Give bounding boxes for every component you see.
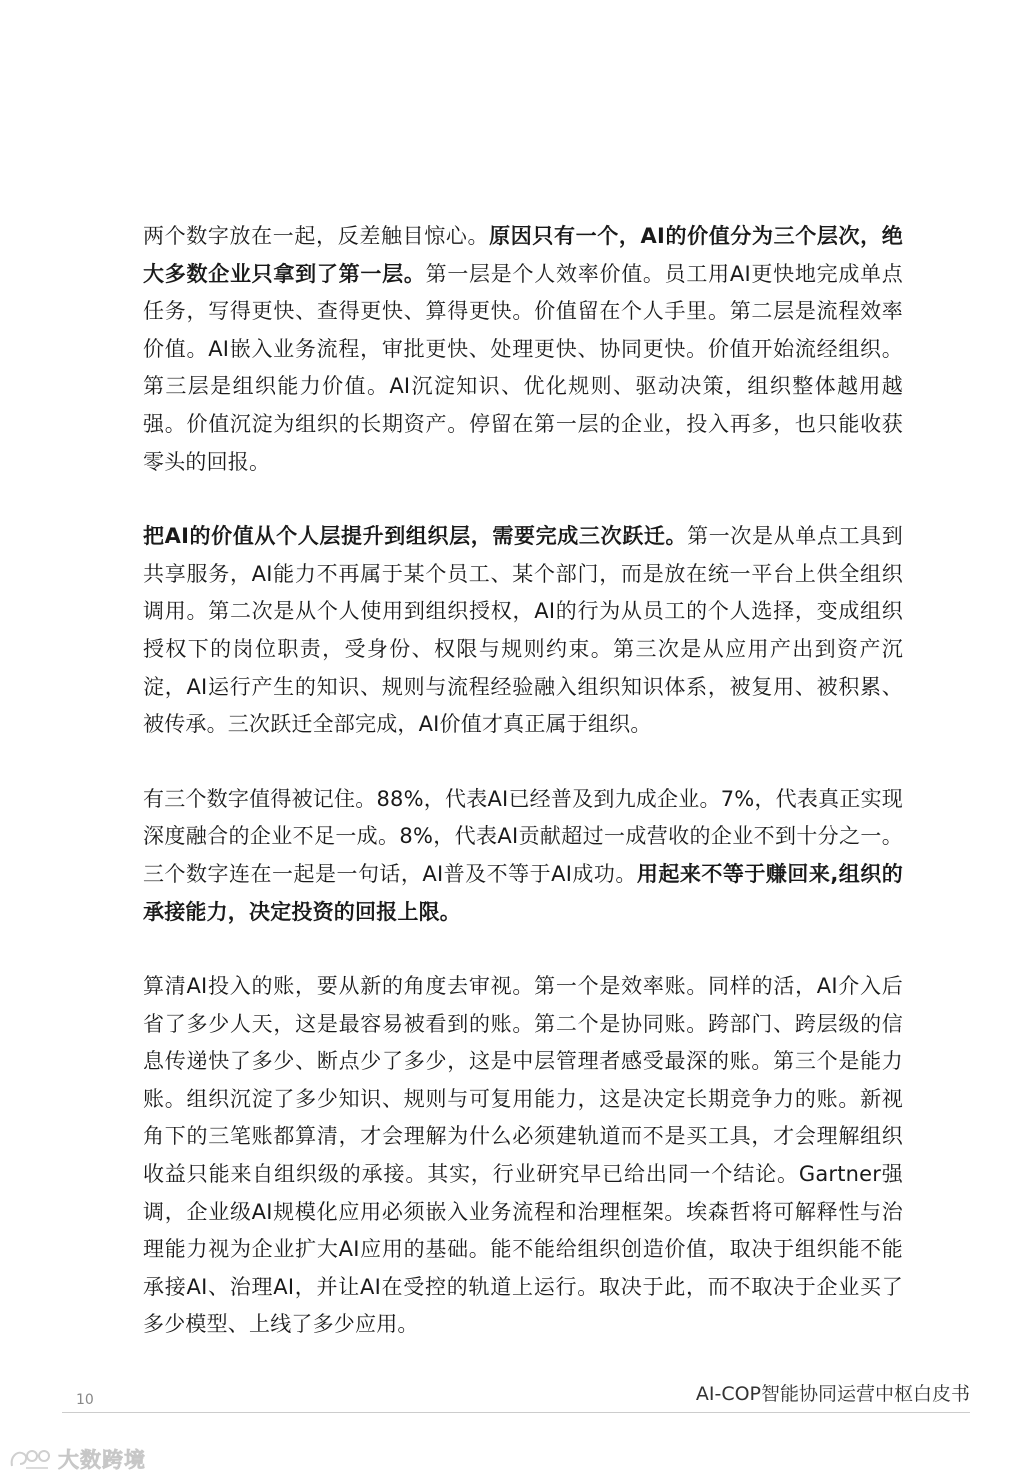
brand-logo-icon [8, 1446, 52, 1472]
paragraph-2-text: 第一次是从单点工具到共享服务，AI能力不再属于某个员工、某个部门，而是放在统一平台上供全组织调用。第二次是从个人使用到组织授权，AI的行为从员工的个人选择，变成组织授权下的岗位职责，受身份、权限与规则约束。第三次是从应用产出到资产沉淀，AI运行产生的知识、规则与流程经验融入组织知识体系，被复用、被积累、被传承。三次跃迁全部完成，AI价值才真正属于组织。 [143, 524, 904, 737]
paragraph-4 [143, 968, 903, 1344]
paragraph-2 [143, 518, 903, 744]
paragraph-1-highlight: 原因只有一个，AI的价值分为三个层次，绝大多数企业只拿到了第一层。 [143, 224, 903, 286]
paragraph-1 [143, 218, 903, 481]
watermark [8, 1444, 146, 1474]
paragraph-1-text: 第一层是个人效率价值。员工用AI更快地完成单点任务，写得更快、查得更快、算得更快。价值留在个人手里。第二层是流程效率价值。AI嵌入业务流程，审批更快、处理更快、协同更快。价值开始流经组织。第三层是组织能力价值。AI沉淀知识、优化规则、驱动决策，组织整体越用越强。价值沉淀为组织的长期资产。停留在第一层的企业，投入再多，也只能收获零头的回报。 [143, 261, 903, 474]
paragraph-1-text: 两个数字放在一起，反差触目惊心。 [143, 224, 490, 248]
page-footer [62, 1380, 970, 1413]
document-title: AI-COP智能协同运营中枢白皮书 [695, 1383, 970, 1405]
page-number: 10 [76, 1392, 94, 1408]
paragraph-4-text: 算清AI投入的账，要从新的角度去审视。第一个是效率账。同样的活，AI介入后省了多少人天，这是最容易被看到的账。第二个是协同账。跨部门、跨层级的信息传递快了多少、断点少了多少，这是中层管理者感受最深的账。第三个是能力账。组织沉淀了多少知识、规则与可复用能力，这是决定长期竞争力的账。新视角下的三笔账都算清，才会理解为什么必须建轨道而不是买工具，才会理解组织收益只能来自组织级的承接。其实，行业研究早已给出同一个结论。Gartner强调，企业级AI规模化应用必须嵌入业务流程和治理框架。埃森哲将可解释性与治理能力视为企业扩大AI应用的基础。能不能给组织创造价值，取决于组织能不能承接AI、治理AI，并让AI在受控的轨道上运行。取决于此，而不取决于企业买了多少模型、上线了多少应用。 [143, 974, 903, 1337]
paragraph-3 [143, 781, 903, 931]
paragraph-3-text: 有三个数字值得被记住。88%，代表AI已经普及到九成企业。7%，代表真正实现深度融合的企业不足一成。8%，代表AI贡献超过一成营收的企业不到十分之一。三个数字连在一起是一句话，AI普及不等于AI成功。 [143, 786, 903, 886]
paragraph-3-highlight: 用起来不等于赚回来,组织的承接能力，决定投资的回报上限。 [143, 861, 903, 924]
watermark-text: 大数跨境 [58, 1448, 146, 1472]
paragraph-2-highlight: 把AI的价值从个人层提升到组织层，需要完成三次跃迁。 [143, 524, 688, 549]
article-body [143, 218, 903, 1381]
